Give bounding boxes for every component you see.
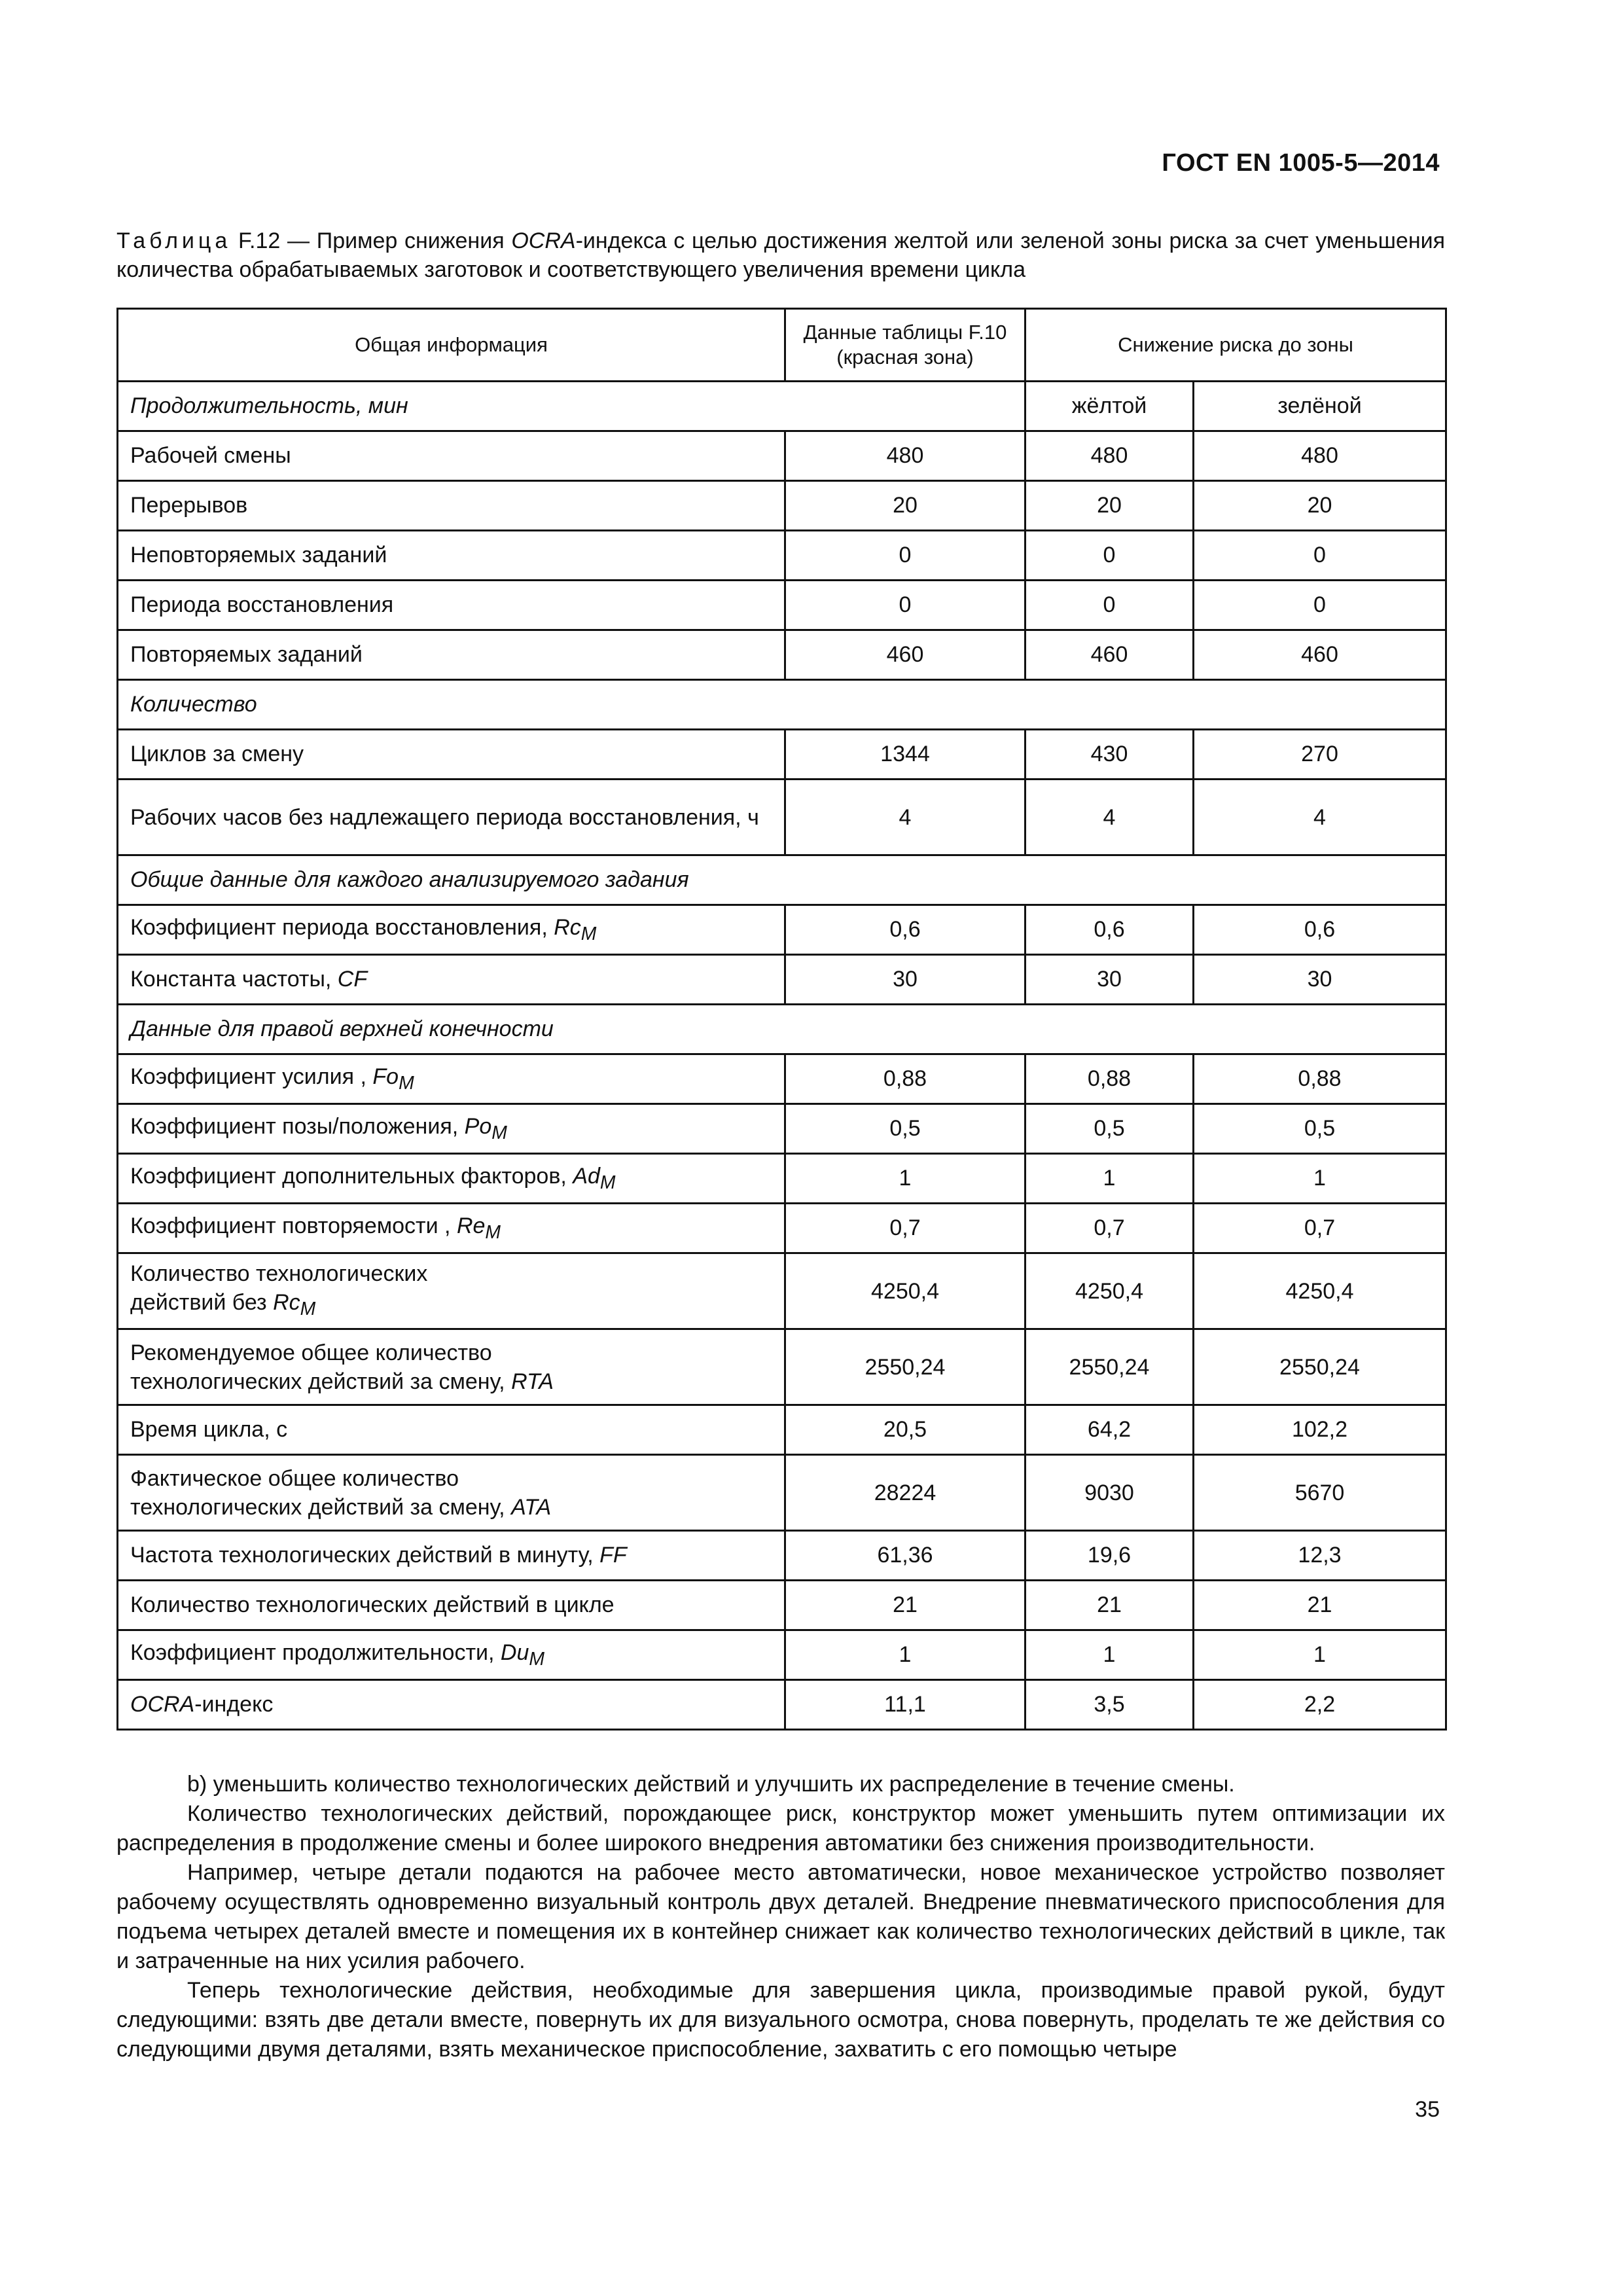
section-label: Продолжительность, мин — [118, 382, 1026, 431]
label-text: Время цикла, с — [130, 1417, 288, 1442]
header-reduction: Снижение риска до зоны — [1026, 309, 1446, 382]
value-red: 2550,24 — [785, 1329, 1026, 1405]
table-row — [118, 1154, 1446, 1204]
value-green: 480 — [1194, 431, 1446, 481]
row-label-line1 — [130, 1338, 772, 1367]
symbol-subscript: M — [491, 1122, 507, 1143]
value-red: 61,36 — [785, 1531, 1026, 1581]
value-yellow: 1 — [1026, 1630, 1194, 1680]
value-green: 30 — [1194, 955, 1446, 1005]
value-green: 21 — [1194, 1581, 1446, 1630]
value-green: 5670 — [1194, 1455, 1446, 1531]
table-row — [118, 905, 1446, 955]
row-label — [118, 630, 785, 680]
row-label — [118, 1630, 785, 1680]
symbol-subscript: M — [599, 1172, 616, 1193]
row-label — [118, 1455, 785, 1531]
subscript — [581, 923, 597, 944]
value-yellow: 430 — [1026, 730, 1194, 780]
section-label: Количество — [118, 680, 1446, 730]
table-row — [118, 1630, 1446, 1680]
table-caption — [116, 226, 1445, 284]
row-label — [118, 1581, 785, 1630]
table-row — [118, 481, 1446, 531]
label-text: Рабочей смены — [130, 443, 291, 468]
value-red: 0 — [785, 531, 1026, 581]
ocra-term: OCRA — [511, 228, 576, 253]
value-yellow: 0,88 — [1026, 1054, 1194, 1104]
value-green: 4 — [1194, 780, 1446, 855]
row-label — [118, 431, 785, 481]
value-yellow: 9030 — [1026, 1455, 1194, 1531]
symbol: CF — [337, 967, 368, 992]
value-yellow: 64,2 — [1026, 1405, 1194, 1455]
value-yellow: 0 — [1026, 581, 1194, 630]
row-label — [118, 1104, 785, 1154]
symbol-subscript: M — [580, 923, 597, 944]
value-red: 0,7 — [785, 1204, 1026, 1253]
symbol: Rc — [273, 1289, 300, 1315]
table-row — [118, 1253, 1446, 1329]
label-text: технологических действий за смену, — [130, 1369, 512, 1394]
header-f10-line1: Данные таблицы F.10 — [803, 321, 1007, 344]
row-label — [118, 730, 785, 780]
value-green: 1 — [1194, 1630, 1446, 1680]
label-text: Количество технологических действий в цикле — [130, 1592, 615, 1617]
label-text: Частота технологических действий в минуту, — [130, 1543, 600, 1568]
value-yellow: 2550,24 — [1026, 1329, 1194, 1405]
subscript — [300, 1298, 316, 1319]
paragraph: Количество технологических действий, порождающее риск, конструктор может уменьшить путем оптимизации их распределения в продолжение смены и более широкого внедрения автоматики без снижения производительности. — [116, 1801, 1445, 1856]
table-row — [118, 1680, 1446, 1730]
row-label — [118, 531, 785, 581]
label-text: Коэффициент продолжительности, — [130, 1640, 501, 1665]
table-header-row — [118, 309, 1446, 382]
value-yellow: 21 — [1026, 1581, 1194, 1630]
value-yellow: 20 — [1026, 481, 1194, 531]
value-red: 0 — [785, 581, 1026, 630]
value-red: 4250,4 — [785, 1253, 1026, 1329]
row-label — [118, 1154, 785, 1204]
row-label — [118, 581, 785, 630]
row-label-line2 — [130, 1288, 772, 1323]
row-label — [118, 955, 785, 1005]
body-text — [116, 1770, 1445, 2064]
zone-green-header: зелёной — [1194, 382, 1446, 431]
value-yellow: 4 — [1026, 780, 1194, 855]
table-row — [118, 955, 1446, 1005]
subscript — [399, 1072, 414, 1093]
zone-yellow-header: жёлтой — [1026, 382, 1194, 431]
row-label — [118, 905, 785, 955]
value-red: 1 — [785, 1630, 1026, 1680]
table-row — [118, 1329, 1446, 1405]
section-label: Данные для правой верхней конечности — [118, 1005, 1446, 1054]
label-text: Циклов за смену — [130, 742, 304, 766]
table-row — [118, 1455, 1446, 1531]
document-code: ГОСТ EN 1005-5—2014 — [1162, 149, 1440, 177]
symbol: Fo — [372, 1064, 399, 1089]
subscript — [485, 1221, 501, 1242]
symbol: Ad — [573, 1163, 600, 1189]
value-red: 11,1 — [785, 1680, 1026, 1730]
value-green: 0,5 — [1194, 1104, 1446, 1154]
row-label — [118, 1405, 785, 1455]
value-red: 28224 — [785, 1455, 1026, 1531]
value-yellow: 460 — [1026, 630, 1194, 680]
label-text: Фактическое общее количество — [130, 1465, 459, 1491]
value-red: 0,88 — [785, 1054, 1026, 1104]
row-label — [118, 780, 785, 855]
value-red: 21 — [785, 1581, 1026, 1630]
value-green: 2,2 — [1194, 1680, 1446, 1730]
value-red: 480 — [785, 431, 1026, 481]
section-label: Общие данные для каждого анализируемого задания — [118, 855, 1446, 905]
label-text: технологических действий за смену, — [130, 1494, 512, 1520]
value-yellow: 0 — [1026, 531, 1194, 581]
table-row — [118, 1054, 1446, 1104]
value-yellow: 480 — [1026, 431, 1194, 481]
symbol-subscript: M — [399, 1072, 414, 1094]
label-text: Коэффициент усилия , — [130, 1064, 373, 1089]
value-red: 4 — [785, 780, 1026, 855]
label-text: Повторяемых заданий — [130, 642, 363, 667]
symbol-subscript: M — [300, 1298, 316, 1319]
value-green: 4250,4 — [1194, 1253, 1446, 1329]
section-row — [118, 855, 1446, 905]
symbol: Re — [456, 1213, 486, 1238]
value-green: 270 — [1194, 730, 1446, 780]
table-row — [118, 581, 1446, 630]
table-row — [118, 1581, 1446, 1630]
symbol-subscript: M — [485, 1221, 501, 1243]
row-label-line2 — [130, 1493, 772, 1522]
table-row — [118, 1204, 1446, 1253]
value-green: 0,88 — [1194, 1054, 1446, 1104]
row-label-line2 — [130, 1367, 772, 1396]
symbol: Rc — [554, 914, 581, 940]
label-text: Рабочих часов без надлежащего периода восстановления, ч — [130, 804, 759, 830]
table-row — [118, 1531, 1446, 1581]
header-f10 — [785, 309, 1026, 382]
section-row — [118, 680, 1446, 730]
value-red: 20 — [785, 481, 1026, 531]
value-yellow: 0,7 — [1026, 1204, 1194, 1253]
label-text: Рекомендуемое общее количество — [130, 1340, 492, 1365]
value-yellow: 19,6 — [1026, 1531, 1194, 1581]
value-green: 1 — [1194, 1154, 1446, 1204]
row-label — [118, 481, 785, 531]
symbol: Du — [500, 1640, 529, 1665]
label-text: Перерывов — [130, 493, 248, 518]
label-text: Количество технологических — [130, 1261, 428, 1286]
value-red: 1 — [785, 1154, 1026, 1204]
value-green: 0,6 — [1194, 905, 1446, 955]
symbol: FF — [599, 1543, 627, 1568]
page-number: 35 — [1415, 2097, 1440, 2122]
value-yellow: 0,5 — [1026, 1104, 1194, 1154]
subscript — [529, 1648, 544, 1669]
value-green: 0,7 — [1194, 1204, 1446, 1253]
label-text: Коэффициент периода восстановления, — [130, 914, 554, 940]
value-yellow: 3,5 — [1026, 1680, 1194, 1730]
row-label — [118, 1329, 785, 1405]
row-label — [118, 1204, 785, 1253]
table-row — [118, 630, 1446, 680]
value-yellow: 4250,4 — [1026, 1253, 1194, 1329]
symbol-subscript: M — [529, 1648, 544, 1670]
value-green: 2550,24 — [1194, 1329, 1446, 1405]
paragraph: b) уменьшить количество технологических действий и улучшить их распределение в течение смены. — [187, 1772, 1235, 1797]
value-green: 460 — [1194, 630, 1446, 680]
table-row — [118, 431, 1446, 481]
value-yellow: 0,6 — [1026, 905, 1194, 955]
symbol: OCRA — [130, 1692, 195, 1717]
value-green: 0 — [1194, 581, 1446, 630]
label-text: Неповторяемых заданий — [130, 543, 387, 567]
value-red: 20,5 — [785, 1405, 1026, 1455]
section-row — [118, 1005, 1446, 1054]
table-row — [118, 1405, 1446, 1455]
label-text: действий без — [130, 1289, 274, 1315]
label-text: Коэффициент позы/положения, — [130, 1113, 465, 1139]
symbol: RTA — [511, 1369, 554, 1394]
header-f10-line2: (красная зона) — [836, 346, 974, 368]
label-text: Коэффициент дополнительных факторов, — [130, 1163, 573, 1189]
row-label — [118, 1531, 785, 1581]
header-general: Общая информация — [118, 309, 785, 382]
table-row — [118, 780, 1446, 855]
label-text: Константа частоты, — [130, 967, 338, 992]
label-text: -индекс — [194, 1692, 274, 1717]
value-yellow: 1 — [1026, 1154, 1194, 1204]
paragraph: Например, четыре детали подаются на рабочее место автоматически, новое механическое устройство позволяет рабочему осуществлять одновременно визуальный контроль двух деталей. Внедрение пневматического приспособления для подъема четырех деталей вместе и помещения их в контейнер снижает как количество технологических действий в цикле, так и затраченные на них усилия рабочего. — [116, 1860, 1445, 1973]
value-red: 30 — [785, 955, 1026, 1005]
row-label-line1 — [130, 1259, 772, 1288]
table-row — [118, 531, 1446, 581]
value-red: 1344 — [785, 730, 1026, 780]
value-green: 20 — [1194, 481, 1446, 531]
value-red: 460 — [785, 630, 1026, 680]
caption-prefix: Таблица — [116, 228, 232, 253]
ocra-table — [116, 308, 1447, 1731]
value-yellow: 30 — [1026, 955, 1194, 1005]
subscript — [491, 1122, 507, 1143]
caption-text: F.12 — Пример снижения OCRA-индекса с целью достижения желтой или зеленой зоны риска за счет уменьшения количества обрабатываемых заготовок и соответствующего увеличения времени цикла — [116, 228, 1445, 282]
section-row — [118, 382, 1446, 431]
value-green: 0 — [1194, 531, 1446, 581]
row-label — [118, 1253, 785, 1329]
table-row — [118, 1104, 1446, 1154]
label-text: Коэффициент повторяемости , — [130, 1213, 457, 1238]
symbol: ATA — [511, 1494, 552, 1520]
row-label — [118, 1054, 785, 1104]
table-row — [118, 730, 1446, 780]
row-label — [118, 1680, 785, 1730]
value-green: 102,2 — [1194, 1405, 1446, 1455]
paragraph: Теперь технологические действия, необходимые для завершения цикла, производимые правой рукой, будут следующими: взять две детали вместе, повернуть их для визуального осмотра, снова повернуть, проделать те же действия со следующими двумя деталями, взять механическое приспособление, захватить с его помощью четыре — [116, 1978, 1445, 2062]
label-text: Периода восстановления — [130, 592, 394, 617]
subscript — [600, 1172, 616, 1193]
symbol: Po — [464, 1113, 492, 1139]
value-red: 0,6 — [785, 905, 1026, 955]
row-label-line1 — [130, 1464, 772, 1493]
value-red: 0,5 — [785, 1104, 1026, 1154]
value-green: 12,3 — [1194, 1531, 1446, 1581]
